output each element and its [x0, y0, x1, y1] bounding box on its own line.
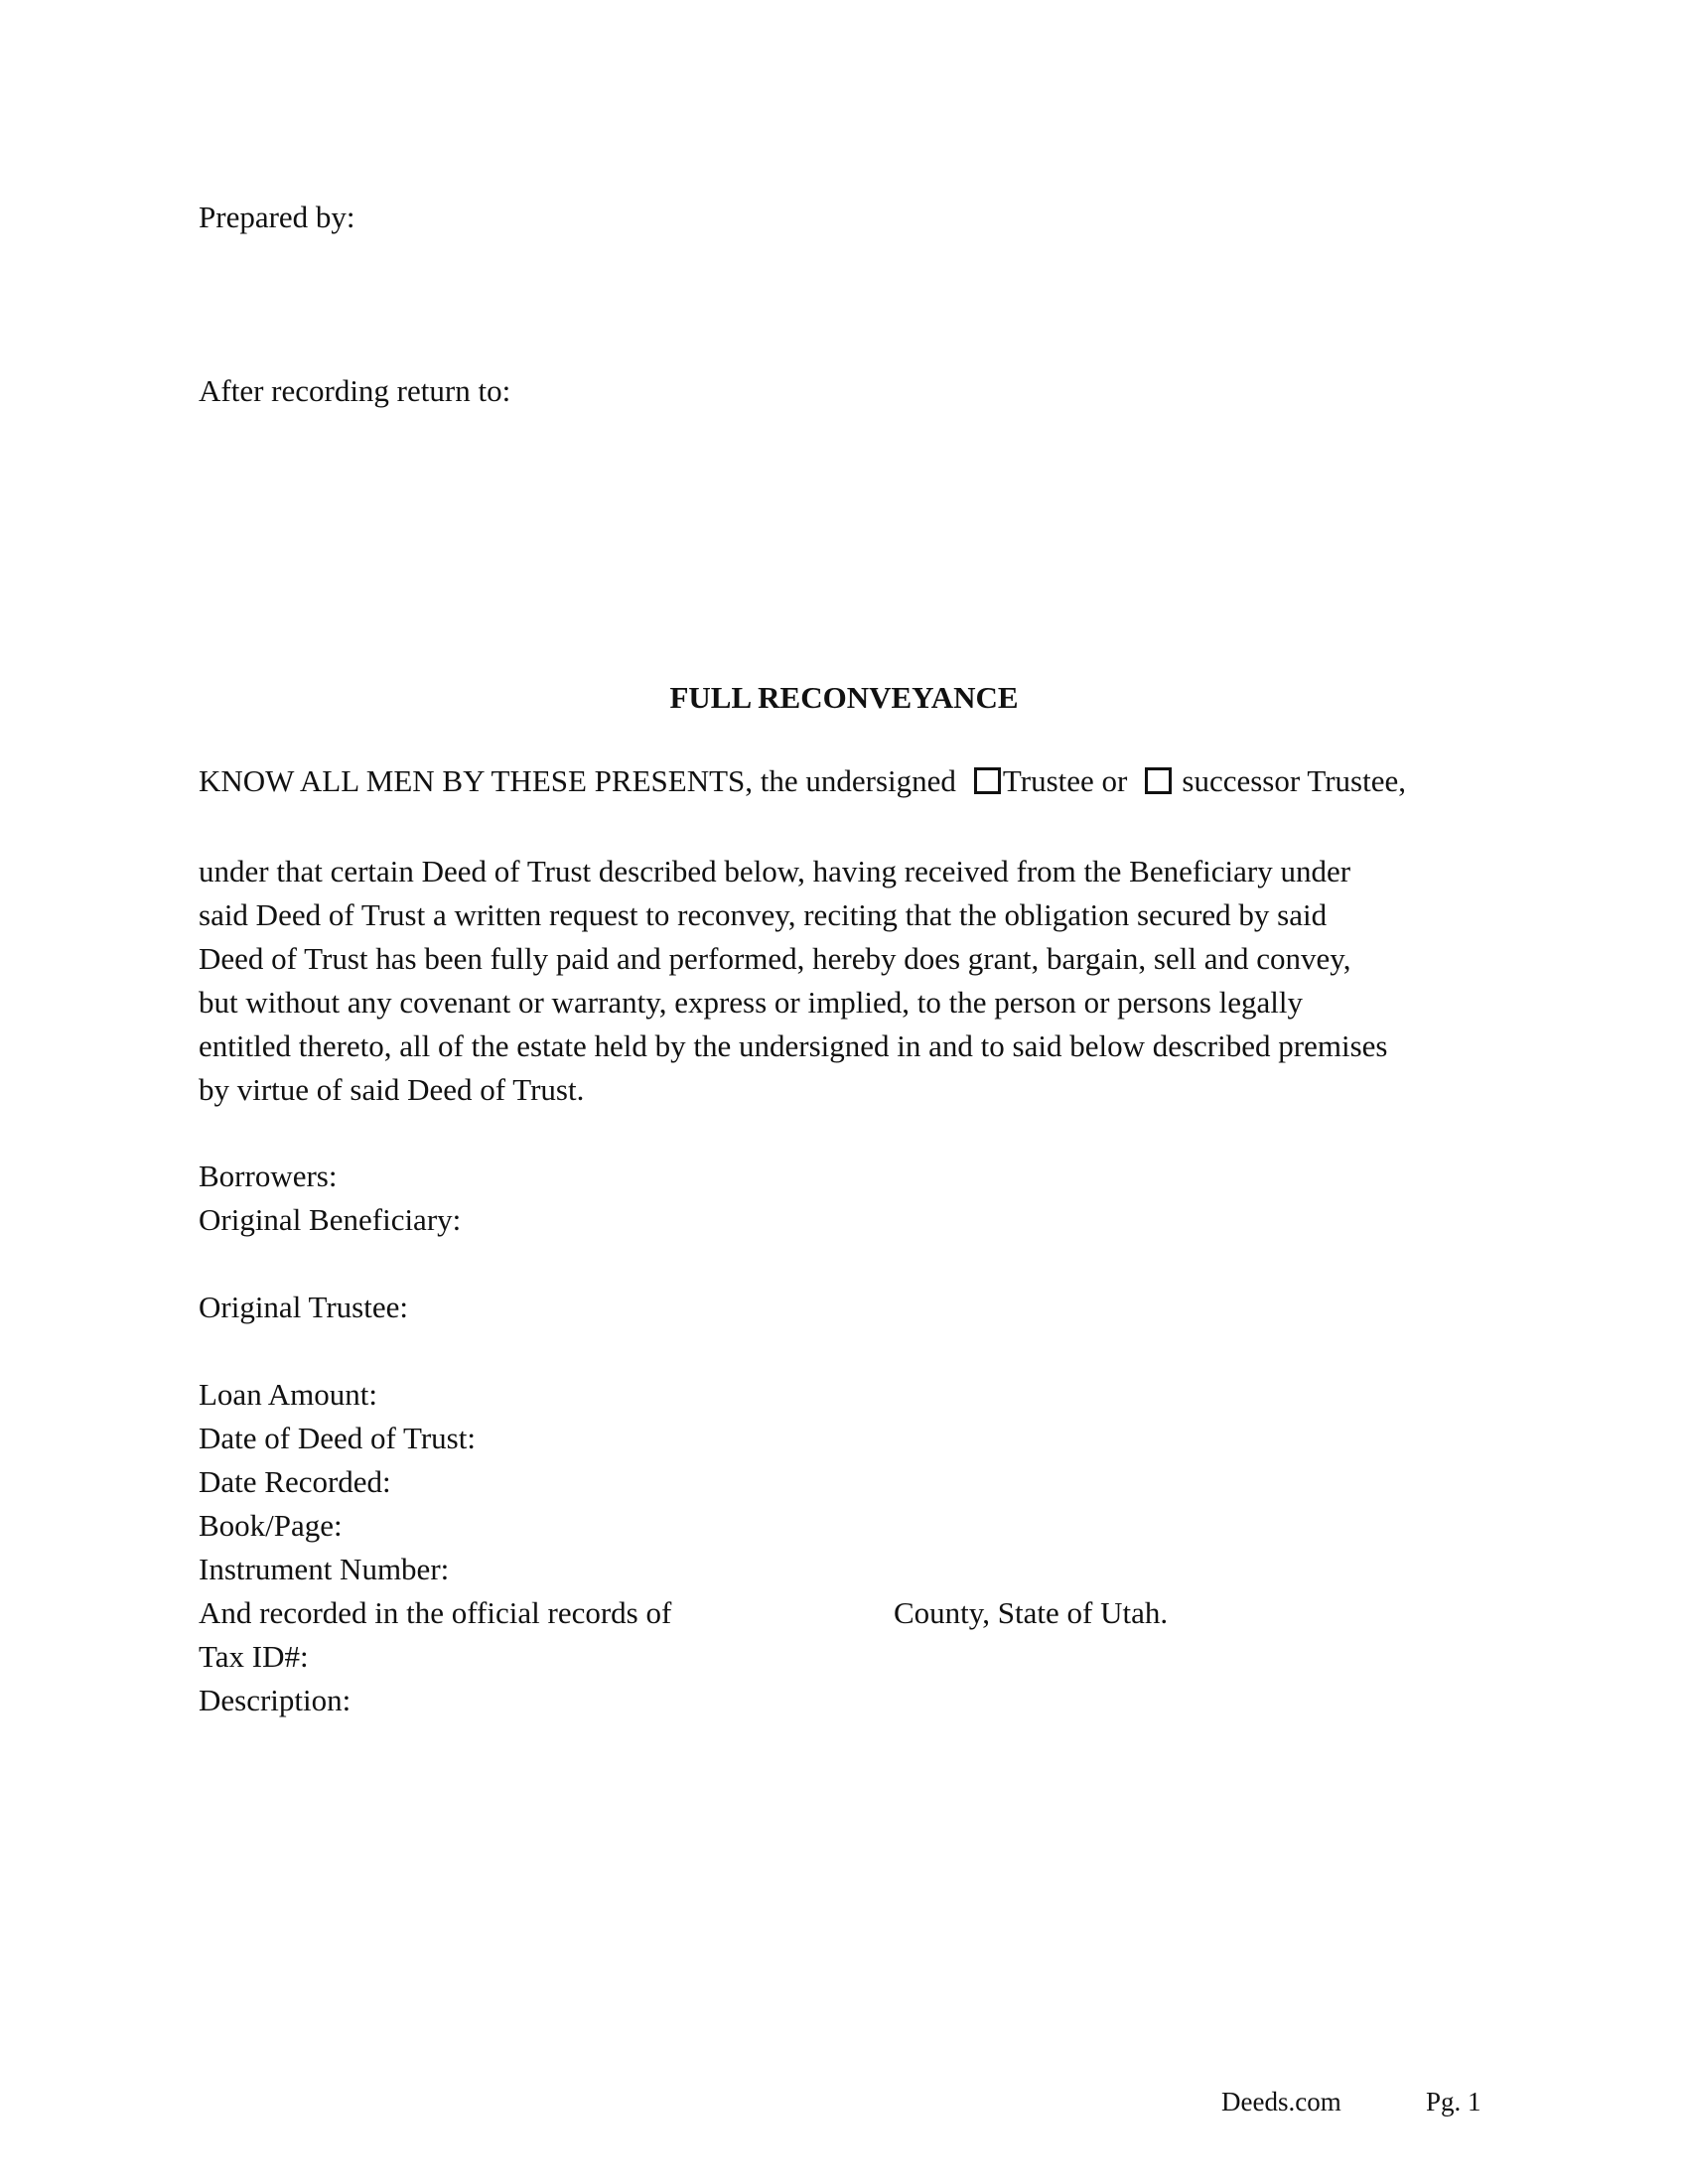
date-recorded-label: Date Recorded: — [199, 1464, 391, 1499]
paragraph-line: Deed of Trust has been fully paid and performed, hereby does grant, bargain, sell and convey, — [199, 941, 1351, 976]
reconveyance-paragraph — [199, 850, 1499, 1112]
paragraph-line: but without any covenant or warranty, express or implied, to the person or persons legally — [199, 985, 1303, 1020]
successor-trustee-checkbox[interactable] — [1145, 767, 1172, 794]
paragraph-line: under that certain Deed of Trust described below, having received from the Beneficiary under — [199, 854, 1351, 888]
paragraph-line: said Deed of Trust a written request to reconvey, reciting that the obligation secured by said — [199, 897, 1328, 932]
original-beneficiary-label: Original Beneficiary: — [199, 1202, 462, 1237]
date-of-deed-label: Date of Deed of Trust: — [199, 1421, 476, 1455]
prepared-by-label: Prepared by: — [199, 200, 355, 234]
recorded-in-label: And recorded in the official records of — [199, 1595, 672, 1630]
intro-lead-text: KNOW ALL MEN BY THESE PRESENTS, the undersigned — [199, 763, 956, 798]
paragraph-line: entitled thereto, all of the estate held by the undersigned in and to said below described premises — [199, 1028, 1388, 1063]
tax-id-label: Tax ID#: — [199, 1639, 309, 1674]
loan-amount-label: Loan Amount: — [199, 1377, 377, 1412]
description-label: Description: — [199, 1683, 352, 1717]
book-page-label: Book/Page: — [199, 1508, 343, 1543]
footer-site: Deeds.com — [1221, 2087, 1341, 2116]
trustee-checkbox[interactable] — [974, 767, 1001, 794]
instrument-number-label: Instrument Number: — [199, 1552, 450, 1586]
county-state-text: County, State of Utah. — [894, 1595, 1169, 1630]
trustee-option-label: Trustee or — [1002, 763, 1128, 798]
footer-page-number: Pg. 1 — [1426, 2087, 1481, 2116]
paragraph-line: by virtue of said Deed of Trust. — [199, 1072, 585, 1107]
intro-line — [199, 759, 1406, 803]
borrowers-label: Borrowers: — [199, 1159, 338, 1193]
return-to-label: After recording return to: — [199, 373, 511, 408]
successor-trustee-option-label: successor Trustee, — [1182, 763, 1406, 798]
document-title: FULL RECONVEYANCE — [669, 680, 1019, 715]
original-trustee-label: Original Trustee: — [199, 1290, 408, 1324]
